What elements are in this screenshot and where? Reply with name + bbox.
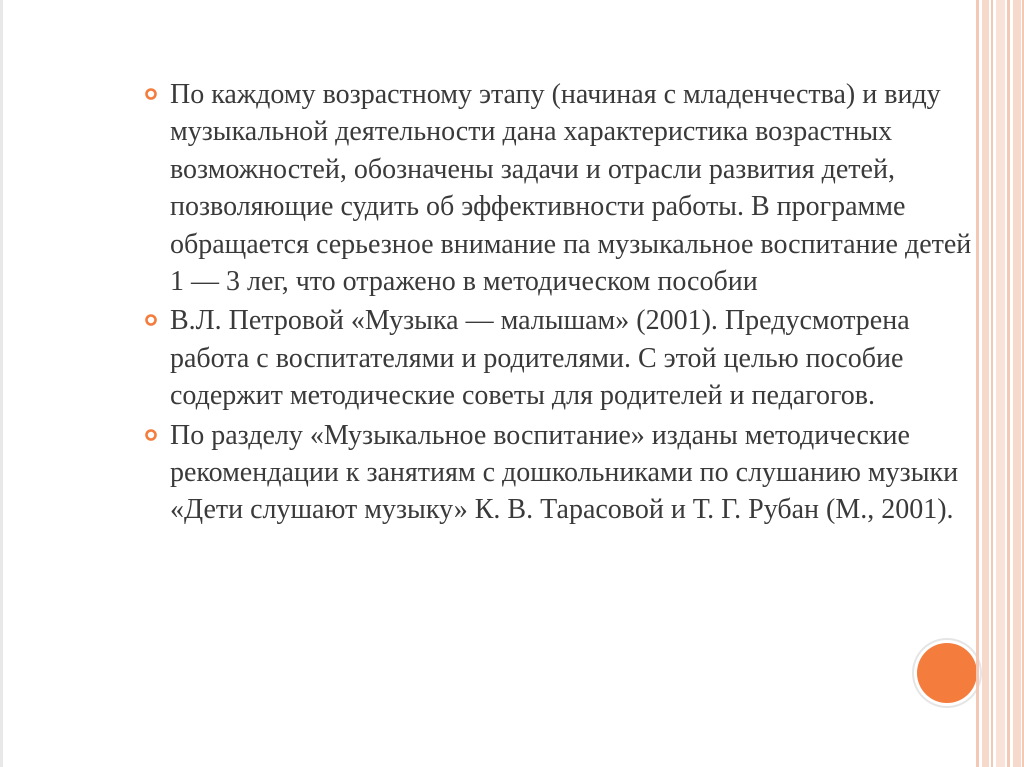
- bullet-text-3: По разделу «Музыкальное воспитание» изданы методические рекомендации к занятиям с дошкольниками по слушанию музыки «Дети слушают музыку» К. В. Тарасовой и Т. Г. Рубан (М., 2001).: [170, 419, 959, 526]
- bullet-item-3: [140, 417, 980, 529]
- bullet-text-1: По каждому возрастному этапу (начиная с младенчества) и виду музыкальной деятельности дана характеристика возрастных возможностей, обозначены задачи и отрасли развития детей, позволяющие судить об эффективности работы. В программе обращается серьезное внимание па музыкальное воспитание детей 1 — 3 лег, что отражено в методическом пособии: [170, 79, 972, 298]
- bullet-item-1: [140, 76, 980, 300]
- decorative-stripes: [976, 0, 1024, 767]
- slide-content: [140, 76, 980, 531]
- ring-bullet-icon: [144, 313, 158, 327]
- stripe: [1013, 0, 1021, 767]
- ring-bullet-icon: [144, 428, 158, 442]
- stripe: [1007, 0, 1010, 767]
- bullet-item-2: [140, 302, 980, 414]
- bullet-text-2: В.Л. Петровой «Музыка — малышам» (2001). Предусмотрена работа с воспитателями и родителями. С этой целью пособие содержит методические советы для родителей и педагогов.: [170, 305, 910, 412]
- stripe: [996, 0, 1005, 767]
- stripe: [982, 0, 989, 767]
- stripe: [991, 0, 993, 767]
- stripe: [976, 0, 979, 767]
- decorative-orange-circle: [917, 643, 977, 703]
- slide-left-edge: [0, 0, 3, 767]
- ring-bullet-icon: [144, 87, 158, 101]
